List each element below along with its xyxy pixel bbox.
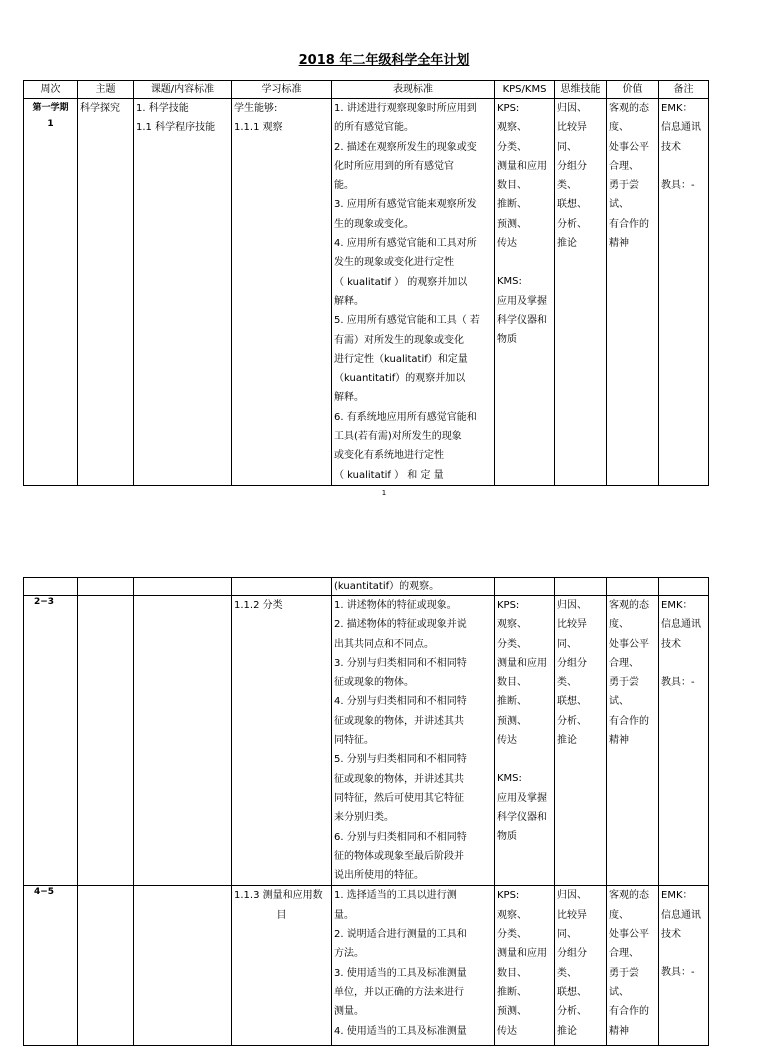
value-item: 精神 (609, 238, 629, 250)
empty-cell (134, 578, 232, 596)
document-title: 2018 年二年级科学全年计划 (298, 53, 470, 68)
kms-item: 科学仪器和 (497, 314, 547, 326)
header-topic: 课题/内容标准 (134, 81, 232, 99)
standard-observe: 1.1.1 观察 (234, 122, 283, 134)
note-item: 信息通讯 (661, 909, 701, 921)
performance-line: 的所有感觉官能。 (334, 122, 414, 134)
performance-line: 2. 描述在观察所发生的现象或变 (334, 141, 477, 153)
notes-list (661, 886, 706, 944)
kps-list (497, 99, 552, 253)
kps-list (497, 596, 552, 750)
performance-line: 化时所应用到的所有感觉官 (334, 160, 454, 172)
kms-item: 应用及掌握 (497, 792, 547, 804)
performance-line: 同特征，然后可使用其它特征 (334, 792, 464, 804)
topic-cell (134, 596, 232, 886)
plan-table-page-1 (23, 80, 709, 486)
thinking-item: 分析、 (557, 715, 587, 727)
thinking-item: 分组分 (557, 948, 587, 960)
value-item: 合理、 (609, 657, 639, 669)
topic-cell (134, 886, 232, 1046)
kps-item: 数目、 (497, 967, 527, 979)
performance-line: 工具(若有需)对所发生的现象 (334, 431, 462, 443)
kps-item: 推断、 (497, 986, 527, 998)
header-thinking-skills: 思维技能 (555, 81, 607, 99)
value-item: 勇于尝 (609, 677, 639, 689)
performance-line: 生的现象或变化。 (334, 218, 414, 230)
empty-cell (659, 578, 709, 596)
performance-line: 征或现象的物体。 (334, 677, 414, 689)
note-item: 信息通讯 (661, 122, 701, 134)
thinking-item: 类、 (557, 677, 577, 689)
value-item: 客观的态 (609, 103, 649, 114)
theme-text: 科学探究 (80, 103, 120, 114)
thinking-item: 分析、 (557, 1006, 587, 1018)
kps-item: 测量和应用 (497, 160, 547, 172)
continued-performance-cell (332, 578, 495, 596)
value-item: 合理、 (609, 948, 639, 960)
header-values: 价值 (607, 81, 659, 99)
performance-line: 征或现象的物体，并讲述其共 (334, 773, 464, 785)
performance-line: 1. 选择适当的工具以进行测 (334, 890, 457, 902)
empty-cell (607, 578, 659, 596)
kps-item: 数目、 (497, 677, 527, 689)
thinking-item: 比较异 (557, 909, 587, 921)
performance-cell (332, 99, 495, 486)
note-item: EMK： (661, 103, 693, 114)
empty-cell (78, 578, 134, 596)
thinking-item: 类、 (557, 180, 577, 192)
note-item: EMK： (661, 600, 693, 611)
topic-sub: 1.1 科学程序技能 (136, 122, 216, 134)
thinking-item: 推论 (557, 238, 577, 250)
kms-item: 科学仪器和 (497, 811, 547, 823)
empty-cell (495, 578, 555, 596)
standard-cell (232, 596, 332, 886)
kps-item: 传达 (497, 238, 517, 250)
performance-line: （kuantitatif）的观察并加以 (334, 373, 466, 385)
standard-cell (232, 886, 332, 1046)
kps-item: KPS: (497, 103, 520, 114)
table-header-row (24, 81, 709, 99)
performance-line: 4. 应用所有感觉官能和工具对所 (334, 238, 477, 250)
kps-item: 观察、 (497, 909, 527, 921)
value-item: 精神 (609, 735, 629, 747)
thinking-item: 类、 (557, 967, 577, 979)
standard-measure-cont: 目 (276, 909, 287, 921)
thinking-item: 归因、 (557, 600, 587, 611)
values-cell (607, 886, 659, 1046)
performance-line: 4. 分别与归类相同和不相同特 (334, 696, 467, 708)
note-item: 技术 (661, 638, 681, 650)
kps-item: 观察、 (497, 619, 527, 631)
performance-line: 征的物体或现象至最后阶段并 (334, 850, 464, 862)
value-item: 度、 (609, 619, 629, 631)
thinking-item: 同、 (557, 141, 577, 153)
kms-item: 物质 (497, 831, 517, 843)
value-item: 勇于尝 (609, 180, 639, 192)
performance-line: （ kualitatif ） 和 定 量 (334, 469, 444, 481)
kms-list (497, 272, 552, 349)
performance-line: 单位，并以正确的方法来进行 (334, 986, 464, 998)
performance-line: 3. 应用所有感觉官能来观察所发 (334, 199, 477, 211)
week-number: 4−5 (34, 887, 55, 898)
performance-line: 来分别归类。 (334, 812, 394, 824)
performance-line: 解释。 (334, 392, 364, 404)
kms-list (497, 769, 552, 846)
kps-list (497, 886, 552, 1040)
performance-line: （ kualitatif ） 的观察并加以 (334, 276, 468, 288)
value-item: 试、 (609, 199, 629, 211)
week-cell (24, 596, 78, 886)
notes-cell (659, 596, 709, 886)
performance-line: 量。 (334, 909, 354, 921)
value-item: 客观的态 (609, 600, 649, 611)
thinking-list (557, 886, 604, 1040)
performance-line: 5. 应用所有感觉官能和工具（ 若 (334, 315, 480, 327)
kps-item: 预测、 (497, 1006, 527, 1018)
week-number: 1 (47, 119, 54, 130)
empty-cell (24, 578, 78, 596)
table-row (24, 886, 709, 1046)
kps-item: 预测、 (497, 715, 527, 727)
note-item: EMK： (661, 890, 693, 902)
header-performance-standard: 表现标准 (332, 81, 495, 99)
performance-line: 进行定性（kualitatif）和定量 (334, 353, 468, 365)
notes-teacher-aid: 教具：- (661, 967, 695, 979)
kps-item: 测量和应用 (497, 657, 547, 669)
empty-cell (555, 578, 607, 596)
performance-line: 4. 使用适当的工具及标准测量 (334, 1025, 467, 1037)
theme-cell (78, 886, 134, 1046)
kms-item: 物质 (497, 334, 517, 346)
table-row (24, 578, 709, 596)
performance-line: 说出所使用的特征。 (334, 870, 424, 882)
kms-item: 应用及掌握 (497, 295, 547, 307)
value-item: 试、 (609, 696, 629, 708)
note-item: 技术 (661, 929, 681, 941)
semester-label: 第一学期 (32, 103, 69, 113)
theme-cell (78, 99, 134, 486)
value-item: 有合作的 (609, 715, 649, 727)
thinking-cell (555, 886, 607, 1046)
kms-item: KMS: (497, 773, 522, 785)
values-cell (607, 99, 659, 486)
notes-list (661, 596, 706, 654)
standard-classify: 1.1.2 分类 (234, 600, 283, 611)
header-week: 周次 (24, 81, 78, 99)
plan-table-page-2 (23, 577, 709, 1046)
thinking-cell (555, 596, 607, 886)
empty-cell (232, 578, 332, 596)
performance-line: 征或现象的物体，并讲述其共 (334, 715, 464, 727)
thinking-item: 联想、 (557, 199, 587, 211)
week-number: 2−3 (34, 597, 55, 607)
page-number: 1 (381, 489, 387, 497)
notes-teacher-aid: 教具：- (661, 676, 695, 688)
kps-item: 测量和应用 (497, 948, 547, 960)
kps-item: 分类、 (497, 929, 527, 941)
theme-cell (78, 596, 134, 886)
thinking-item: 分析、 (557, 218, 587, 230)
value-item: 试、 (609, 986, 629, 998)
header-notes: 备注 (659, 81, 709, 99)
thinking-item: 同、 (557, 638, 577, 650)
notes-teacher-aid: 教具：- (661, 179, 695, 191)
values-list (609, 886, 656, 1040)
thinking-item: 推论 (557, 1025, 577, 1037)
week-cell (24, 886, 78, 1046)
kps-item: 传达 (497, 735, 517, 747)
performance-line: 测量。 (334, 1006, 364, 1018)
notes-cell (659, 99, 709, 486)
kms-item: KMS: (497, 276, 522, 288)
kps-item: 分类、 (497, 141, 527, 153)
values-list (609, 99, 656, 253)
standard-measure: 1.1.3 测量和应用数 (234, 890, 323, 902)
performance-line: 出其共同点和不同点。 (334, 638, 434, 650)
value-item: 有合作的 (609, 218, 649, 230)
kps-item: 推断、 (497, 696, 527, 708)
performance-line: 或变化有系统地进行定性 (334, 450, 444, 462)
performance-line: 能。 (334, 180, 354, 192)
performance-line: 1. 讲述进行观察现象时所应用到 (334, 103, 477, 114)
kps-kms-cell (495, 99, 555, 486)
notes-list (661, 99, 706, 157)
value-item: 客观的态 (609, 890, 649, 902)
performance-line: 1. 讲述物体的特征或现象。 (334, 600, 457, 611)
performance-line: 5. 分别与归类相同和不相同特 (334, 754, 467, 766)
thinking-item: 同、 (557, 929, 577, 941)
thinking-item: 推论 (557, 735, 577, 747)
value-item: 处事公平 (609, 638, 649, 650)
kps-item: KPS: (497, 600, 520, 611)
value-item: 处事公平 (609, 141, 649, 153)
performance-line: 解释。 (334, 295, 364, 307)
performance-line: 发生的现象或变化进行定性 (334, 257, 454, 269)
value-item: 精神 (609, 1025, 629, 1037)
performance-line: 3. 使用适当的工具及标准测量 (334, 967, 467, 979)
thinking-list (557, 596, 604, 750)
performance-line: 6. 有系统地应用所有感觉官能和 (334, 411, 477, 423)
kps-item: 预测、 (497, 218, 527, 230)
kps-item: 传达 (497, 1025, 517, 1037)
performance-line: 有需）对所发生的现象或变化 (334, 334, 464, 346)
thinking-cell (555, 99, 607, 486)
kps-item: KPS: (497, 890, 520, 902)
performance-line: 同特征。 (334, 735, 374, 747)
kps-item: 观察、 (497, 122, 527, 134)
note-item: 信息通讯 (661, 619, 701, 631)
table-row (24, 99, 709, 486)
value-item: 度、 (609, 122, 629, 134)
header-learning-standard: 学习标准 (232, 81, 332, 99)
table-row (24, 596, 709, 886)
thinking-item: 分组分 (557, 657, 587, 669)
performance-line: 方法。 (334, 948, 364, 960)
performance-cell (332, 886, 495, 1046)
performance-cell (332, 596, 495, 886)
thinking-list (557, 99, 604, 253)
value-item: 有合作的 (609, 1006, 649, 1018)
topic-cell (134, 99, 232, 486)
kps-item: 数目、 (497, 180, 527, 192)
values-cell (607, 596, 659, 886)
standard-cell (232, 99, 332, 486)
thinking-item: 联想、 (557, 986, 587, 998)
thinking-item: 联想、 (557, 696, 587, 708)
performance-line: 6. 分别与归类相同和不相同特 (334, 831, 467, 843)
performance-line: 3. 分别与归类相同和不相同特 (334, 657, 467, 669)
week-cell (24, 99, 78, 486)
performance-line: 2. 说明适合进行测量的工具和 (334, 929, 467, 941)
thinking-item: 比较异 (557, 619, 587, 631)
value-item: 度、 (609, 909, 629, 921)
performance-line: 2. 描述物体的特征或现象并说 (334, 619, 467, 631)
thinking-item: 归因、 (557, 890, 587, 902)
header-theme: 主题 (78, 81, 134, 99)
notes-cell (659, 886, 709, 1046)
thinking-item: 比较异 (557, 122, 587, 134)
continued-line: (kuantitatif）的观察。 (334, 581, 440, 592)
thinking-item: 归因、 (557, 103, 587, 114)
kps-kms-cell (495, 596, 555, 886)
topic-main: 1. 科学技能 (136, 103, 189, 114)
values-list (609, 596, 656, 750)
value-item: 合理、 (609, 160, 639, 172)
note-item: 技术 (661, 141, 681, 153)
header-kps-kms: KPS/KMS (495, 81, 555, 99)
kps-kms-cell (495, 886, 555, 1046)
standard-intro: 学生能够: (234, 103, 278, 114)
value-item: 处事公平 (609, 929, 649, 941)
kps-item: 分类、 (497, 638, 527, 650)
value-item: 勇于尝 (609, 967, 639, 979)
thinking-item: 分组分 (557, 160, 587, 172)
kps-item: 推断、 (497, 199, 527, 211)
